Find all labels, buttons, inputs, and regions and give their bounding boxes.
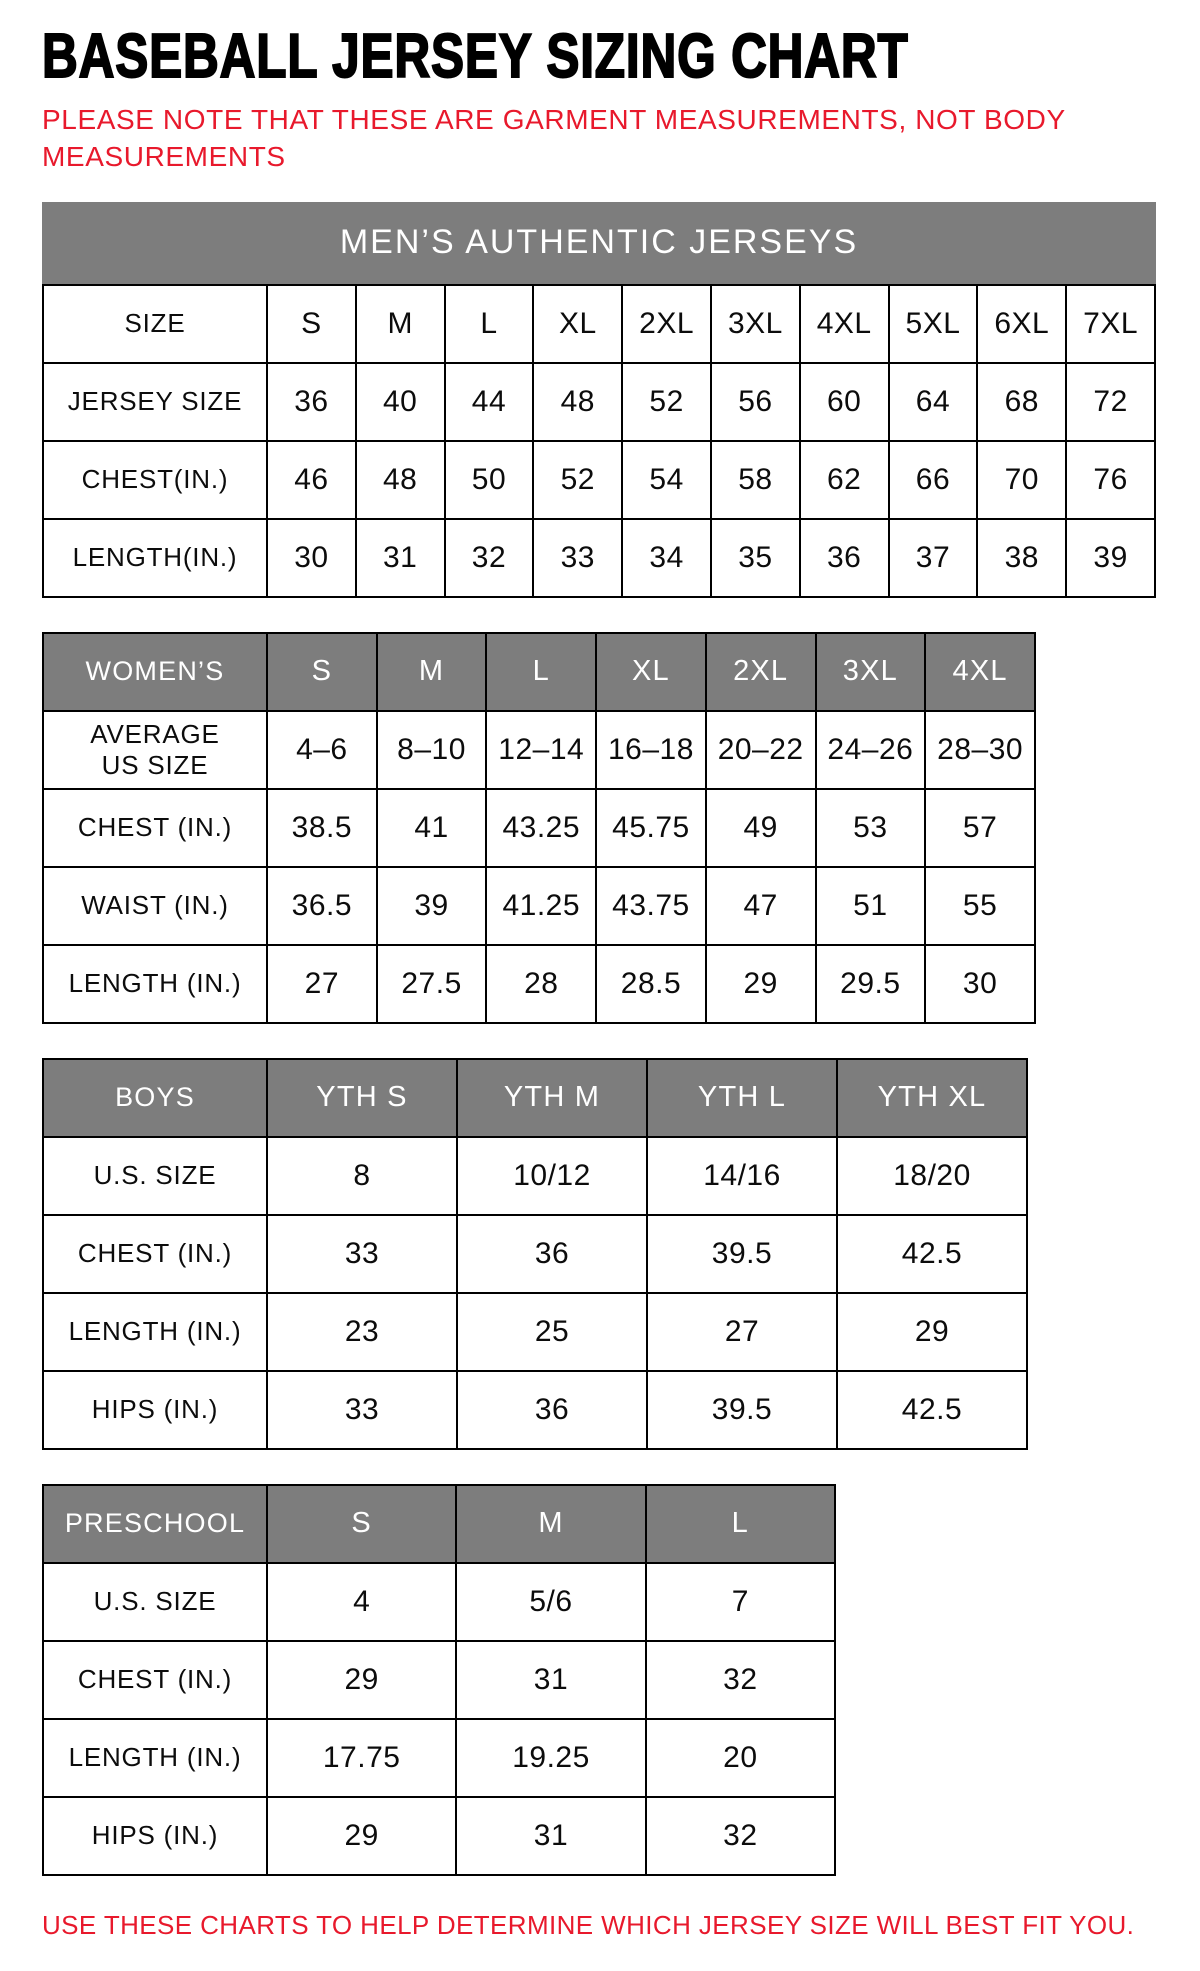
row-label-cell: CHEST(IN.) <box>43 441 267 519</box>
value-cell: 47 <box>706 867 816 945</box>
value-cell: 52 <box>622 363 711 441</box>
row-label-cell: LENGTH (IN.) <box>43 1293 267 1371</box>
value-cell: 32 <box>445 519 534 597</box>
header-cell: S <box>267 285 356 363</box>
value-cell: 4 <box>267 1563 456 1641</box>
header-cell: M <box>377 633 487 711</box>
table-row <box>43 519 1155 597</box>
value-cell: 72 <box>1066 363 1155 441</box>
mens-table-banner: MEN’S AUTHENTIC JERSEYS <box>42 202 1156 284</box>
mens-table-section <box>42 202 1158 598</box>
header-cell: 4XL <box>800 285 889 363</box>
value-cell: 28 <box>486 945 596 1023</box>
value-cell: 30 <box>267 519 356 597</box>
value-cell: 36 <box>457 1371 647 1449</box>
value-cell: 64 <box>889 363 978 441</box>
value-cell: 56 <box>711 363 800 441</box>
value-cell: 33 <box>533 519 622 597</box>
value-cell: 36.5 <box>267 867 377 945</box>
value-cell: 50 <box>445 441 534 519</box>
table-row <box>43 945 1035 1023</box>
value-cell: 39.5 <box>647 1215 837 1293</box>
value-cell: 46 <box>267 441 356 519</box>
header-cell: XL <box>533 285 622 363</box>
measurement-note: PLEASE NOTE THAT THESE ARE GARMENT MEASUREMENTS, NOT BODY MEASUREMENTS <box>42 104 1066 172</box>
table-row <box>43 1485 835 1563</box>
value-cell: 31 <box>456 1641 645 1719</box>
value-cell: 66 <box>889 441 978 519</box>
value-cell: 32 <box>646 1641 835 1719</box>
value-cell: 53 <box>816 789 926 867</box>
table-row <box>43 1371 1027 1449</box>
value-cell: 48 <box>356 441 445 519</box>
value-cell: 8 <box>267 1137 457 1215</box>
mens-size-table <box>42 284 1156 598</box>
header-cell: YTH M <box>457 1059 647 1137</box>
header-cell: L <box>486 633 596 711</box>
value-cell: 5/6 <box>456 1563 645 1641</box>
page-title <box>42 24 1158 96</box>
value-cell: 10/12 <box>457 1137 647 1215</box>
value-cell: 60 <box>800 363 889 441</box>
table-row <box>43 711 1035 789</box>
header-cell: L <box>646 1485 835 1563</box>
value-cell: 33 <box>267 1215 457 1293</box>
header-cell: 3XL <box>711 285 800 363</box>
value-cell: 58 <box>711 441 800 519</box>
row-label-cell: CHEST (IN.) <box>43 789 267 867</box>
value-cell: 41 <box>377 789 487 867</box>
value-cell: 49 <box>706 789 816 867</box>
value-cell: 55 <box>925 867 1035 945</box>
value-cell: 28.5 <box>596 945 706 1023</box>
preschool-size-table <box>42 1484 836 1876</box>
value-cell: 29 <box>267 1797 456 1875</box>
value-cell: 57 <box>925 789 1035 867</box>
table-row <box>43 1137 1027 1215</box>
womens-table-section <box>42 632 1158 1024</box>
value-cell: 54 <box>622 441 711 519</box>
value-cell: 32 <box>646 1797 835 1875</box>
row-label-cell: LENGTH(IN.) <box>43 519 267 597</box>
value-cell: 68 <box>977 363 1066 441</box>
page-title-text: BASEBALL JERSEY SIZING CHART <box>42 22 909 91</box>
value-cell: 42.5 <box>837 1371 1027 1449</box>
value-cell: 29 <box>706 945 816 1023</box>
value-cell: 27.5 <box>377 945 487 1023</box>
header-cell: 3XL <box>816 633 926 711</box>
value-cell: 17.75 <box>267 1719 456 1797</box>
value-cell: 33 <box>267 1371 457 1449</box>
value-cell: 14/16 <box>647 1137 837 1215</box>
value-cell: 36 <box>800 519 889 597</box>
value-cell: 19.25 <box>456 1719 645 1797</box>
row-label-cell: CHEST (IN.) <box>43 1215 267 1293</box>
table-row <box>43 867 1035 945</box>
value-cell: 41.25 <box>486 867 596 945</box>
value-cell: 62 <box>800 441 889 519</box>
header-cell: BOYS <box>43 1059 267 1137</box>
row-label-cell: U.S. SIZE <box>43 1563 267 1641</box>
value-cell: 12–14 <box>486 711 596 789</box>
table-row <box>43 1293 1027 1371</box>
value-cell: 70 <box>977 441 1066 519</box>
value-cell: 39.5 <box>647 1371 837 1449</box>
table-row <box>43 363 1155 441</box>
table-row <box>43 441 1155 519</box>
header-cell: M <box>456 1485 645 1563</box>
preschool-table-section <box>42 1484 1158 1876</box>
header-cell: YTH L <box>647 1059 837 1137</box>
header-cell: YTH XL <box>837 1059 1027 1137</box>
value-cell: 20 <box>646 1719 835 1797</box>
header-cell: 4XL <box>925 633 1035 711</box>
header-cell: 5XL <box>889 285 978 363</box>
table-row <box>43 1797 835 1875</box>
value-cell: 8–10 <box>377 711 487 789</box>
header-cell: 7XL <box>1066 285 1155 363</box>
value-cell: 48 <box>533 363 622 441</box>
header-cell: S <box>267 633 377 711</box>
value-cell: 43.75 <box>596 867 706 945</box>
header-cell: PRESCHOOL <box>43 1485 267 1563</box>
header-cell: XL <box>596 633 706 711</box>
value-cell: 28–30 <box>925 711 1035 789</box>
row-label-cell: WAIST (IN.) <box>43 867 267 945</box>
value-cell: 29.5 <box>816 945 926 1023</box>
value-cell: 37 <box>889 519 978 597</box>
boys-table-section <box>42 1058 1158 1450</box>
value-cell: 38 <box>977 519 1066 597</box>
row-label-cell: U.S. SIZE <box>43 1137 267 1215</box>
value-cell: 24–26 <box>816 711 926 789</box>
value-cell: 52 <box>533 441 622 519</box>
header-cell: M <box>356 285 445 363</box>
header-cell: SIZE <box>43 285 267 363</box>
value-cell: 27 <box>267 945 377 1023</box>
value-cell: 25 <box>457 1293 647 1371</box>
header-cell: YTH S <box>267 1059 457 1137</box>
value-cell: 27 <box>647 1293 837 1371</box>
table-row <box>43 1719 835 1797</box>
value-cell: 51 <box>816 867 926 945</box>
womens-size-table <box>42 632 1036 1024</box>
header-cell: 2XL <box>622 285 711 363</box>
value-cell: 34 <box>622 519 711 597</box>
row-label-cell: HIPS (IN.) <box>43 1797 267 1875</box>
value-cell: 45.75 <box>596 789 706 867</box>
value-cell: 76 <box>1066 441 1155 519</box>
value-cell: 29 <box>267 1641 456 1719</box>
value-cell: 23 <box>267 1293 457 1371</box>
value-cell: 16–18 <box>596 711 706 789</box>
table-row <box>43 633 1035 711</box>
header-cell: S <box>267 1485 456 1563</box>
value-cell: 44 <box>445 363 534 441</box>
value-cell: 35 <box>711 519 800 597</box>
table-row <box>43 285 1155 363</box>
table-row <box>43 1215 1027 1293</box>
value-cell: 43.25 <box>486 789 596 867</box>
row-label-cell: LENGTH (IN.) <box>43 1719 267 1797</box>
value-cell: 29 <box>837 1293 1027 1371</box>
value-cell: 30 <box>925 945 1035 1023</box>
value-cell: 31 <box>356 519 445 597</box>
row-label-cell: HIPS (IN.) <box>43 1371 267 1449</box>
value-cell: 39 <box>377 867 487 945</box>
value-cell: 7 <box>646 1563 835 1641</box>
row-label-cell: CHEST (IN.) <box>43 1641 267 1719</box>
row-label-cell: LENGTH (IN.) <box>43 945 267 1023</box>
header-cell: L <box>445 285 534 363</box>
value-cell: 39 <box>1066 519 1155 597</box>
boys-size-table <box>42 1058 1028 1450</box>
value-cell: 36 <box>457 1215 647 1293</box>
header-cell: 2XL <box>706 633 816 711</box>
value-cell: 31 <box>456 1797 645 1875</box>
row-label-cell: AVERAGE US SIZE <box>43 711 267 789</box>
table-row <box>43 1059 1027 1137</box>
header-cell: 6XL <box>977 285 1066 363</box>
value-cell: 42.5 <box>837 1215 1027 1293</box>
value-cell: 4–6 <box>267 711 377 789</box>
footer-note: USE THESE CHARTS TO HELP DETERMINE WHICH JERSEY SIZE WILL BEST FIT YOU. <box>42 1909 1135 1940</box>
row-label-cell: JERSEY SIZE <box>43 363 267 441</box>
table-row <box>43 789 1035 867</box>
table-row <box>43 1641 835 1719</box>
value-cell: 38.5 <box>267 789 377 867</box>
value-cell: 40 <box>356 363 445 441</box>
value-cell: 36 <box>267 363 356 441</box>
value-cell: 18/20 <box>837 1137 1027 1215</box>
table-row <box>43 1563 835 1641</box>
header-cell: WOMEN’S <box>43 633 267 711</box>
value-cell: 20–22 <box>706 711 816 789</box>
